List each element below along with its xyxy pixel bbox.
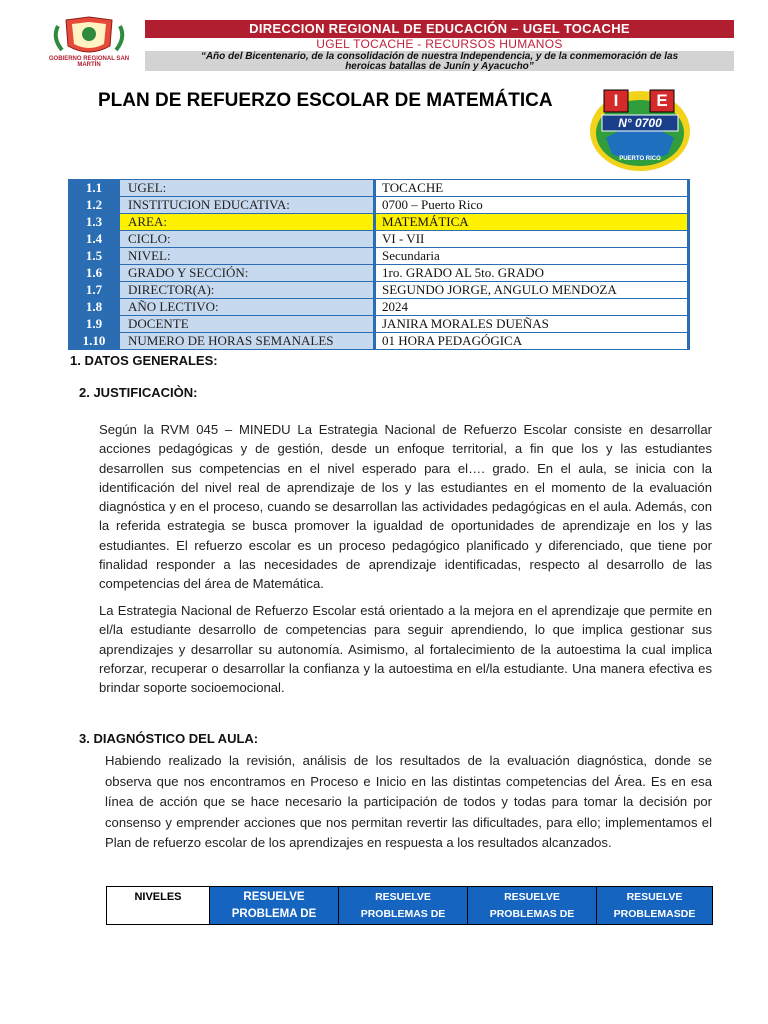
competency-header-3-a: RESUELVE bbox=[504, 891, 560, 903]
data-row bbox=[69, 248, 689, 265]
regional-government-logo bbox=[44, 16, 134, 70]
data-row bbox=[69, 180, 689, 197]
row-value: TOCACHE bbox=[375, 180, 689, 197]
row-label: INSTITUCION EDUCATIVA: bbox=[120, 197, 375, 214]
data-row bbox=[69, 282, 689, 299]
competency-header-4 bbox=[597, 887, 713, 925]
row-value: 2024 bbox=[375, 299, 689, 316]
niveles-header-label: NIVELES bbox=[134, 891, 182, 903]
row-number: 1.2 bbox=[69, 197, 120, 214]
section-datos-generales: 1. DATOS GENERALES: bbox=[70, 353, 218, 368]
data-row bbox=[69, 265, 689, 282]
competency-header-1-b: PROBLEMA DE bbox=[231, 908, 317, 920]
row-label: NIVEL: bbox=[120, 248, 375, 265]
row-value: JANIRA MORALES DUEÑAS bbox=[375, 316, 689, 333]
row-number: 1.3 bbox=[69, 214, 120, 231]
row-label: GRADO Y SECCIÓN: bbox=[120, 265, 375, 282]
header-motto bbox=[145, 51, 734, 71]
justificacion-paragraph-2: La Estrategia Nacional de Refuerzo Escolar está orientado a la mejora en el aprendizaje que permite en el/la estudiante desarrollo de competencias para seguir aprendiendo, lo que implica gestionar sus aprendizajes y desarrollar su autonomía. Asimismo, al fortalecimiento de la autoestima la cual implica reforzar, recuperar o desarrollar la confianza y la autoestima en el/la estudiante. Una manera efectiva es brindar soporte socioemocional. bbox=[99, 603, 712, 696]
competency-header-3 bbox=[468, 887, 597, 925]
row-number: 1.10 bbox=[69, 333, 120, 350]
header-subtitle: UGEL TOCACHE - RECURSOS HUMANOS bbox=[145, 38, 734, 51]
row-number: 1.8 bbox=[69, 299, 120, 316]
section-justificacion: 2. JUSTIFICACIÒN: bbox=[79, 385, 198, 400]
data-row bbox=[69, 299, 689, 316]
row-value: VI - VII bbox=[375, 231, 689, 248]
header-title-bar: DIRECCION REGIONAL DE EDUCACIÓN – UGEL TOCACHE bbox=[145, 20, 734, 38]
competency-header-2-b: PROBLEMAS DE bbox=[360, 908, 446, 920]
data-row bbox=[69, 197, 689, 214]
row-value: 1ro. GRADO AL 5to. GRADO bbox=[375, 265, 689, 282]
row-label: DOCENTE bbox=[120, 316, 375, 333]
row-number: 1.4 bbox=[69, 231, 120, 248]
competency-header-2-a: RESUELVE bbox=[375, 891, 431, 903]
school-logo bbox=[588, 86, 692, 172]
data-row bbox=[69, 316, 689, 333]
row-label: CICLO: bbox=[120, 231, 375, 248]
row-label: UGEL: bbox=[120, 180, 375, 197]
school-logo-number: N° 0700 bbox=[618, 116, 662, 130]
data-row bbox=[69, 214, 689, 231]
competency-header-1 bbox=[210, 887, 339, 925]
data-row bbox=[69, 231, 689, 248]
row-value: 0700 – Puerto Rico bbox=[375, 197, 689, 214]
section-diagnostico: 3. DIAGNÓSTICO DEL AULA: bbox=[79, 731, 259, 746]
row-label: AREA: bbox=[120, 214, 375, 231]
data-row bbox=[69, 333, 689, 350]
competency-header-4-a: RESUELVE bbox=[626, 891, 683, 903]
niveles-header bbox=[107, 887, 210, 925]
header-motto-line1: “Año del Bicentenario, de la consolidación de nuestra Independencia, y de la conmemoración de las bbox=[200, 51, 679, 62]
diagnostico-paragraph: Habiendo realizado la revisión, análisis de los resultados de la evaluación diagnóstica, donde se observa que nos encontramos en Proceso e Inicio en las distintas competencias del Área. Es en esa línea de acción que se hace necesario la participación de todos y todas para tomar la decisión por consenso y emprender acciones que nos permitan revertir las dificultades, para ello; implementamos el Plan de refuerzo escolar de los aprendizajes en respuesta a los resultados alcanzados. bbox=[105, 753, 712, 850]
niveles-header-row bbox=[107, 887, 713, 925]
competency-header-2 bbox=[339, 887, 468, 925]
header-motto-line2: heroicas batallas de Junín y Ayacucho” bbox=[345, 61, 534, 72]
row-label: DIRECTOR(A): bbox=[120, 282, 375, 299]
row-label: NUMERO DE HORAS SEMANALES bbox=[120, 333, 375, 350]
school-logo-letter-i: I bbox=[613, 91, 619, 110]
general-data-table bbox=[68, 179, 690, 350]
justificacion-paragraph-1: Según la RVM 045 – MINEDU La Estrategia Nacional de Refuerzo Escolar consiste en desarrollar acciones pedagógicas y de gestión, desde un enfoque territorial, a fin que los y las estudiantes desarrollen sus competencias en el nivel esperado para el…. grado. En el aula, se inicia con la identificación del nivel real de aprendizaje de los y las estudiantes en el momento de la evaluación diagnóstica y en el proceso, cuando se desarrollan las actividades pedagógicas en el aula. Además, con la referida estrategia se busca promover la igualdad de oportunidades de aprendizaje en los y las estudiantes. El refuerzo escolar es un proceso pedagógico planificado y diferenciado, que tiene por finalidad responder a las necesidades de aprendizaje identificadas, respecto al desarrollo de las competencias del área de Matemática. bbox=[99, 422, 712, 592]
niveles-table bbox=[106, 886, 713, 925]
document-title: PLAN DE REFUERZO ESCOLAR DE MATEMÁTICA bbox=[98, 90, 553, 111]
row-value: Secundaria bbox=[375, 248, 689, 265]
row-number: 1.9 bbox=[69, 316, 120, 333]
row-number: 1.5 bbox=[69, 248, 120, 265]
competency-header-4-b: PROBLEMASDE bbox=[613, 908, 696, 920]
school-logo-place: PUERTO RICO bbox=[619, 156, 661, 162]
row-value: 01 HORA PEDAGÓGICA bbox=[375, 333, 689, 350]
row-number: 1.6 bbox=[69, 265, 120, 282]
row-value: SEGUNDO JORGE, ANGULO MENDOZA bbox=[375, 282, 689, 299]
logo-text: GOBIERNO REGIONAL SAN MARTÍN bbox=[48, 56, 130, 68]
row-number: 1.1 bbox=[69, 180, 120, 197]
row-value: MATEMÁTICA bbox=[375, 214, 689, 231]
row-number: 1.7 bbox=[69, 282, 120, 299]
school-logo-letter-e: E bbox=[656, 91, 668, 110]
competency-header-1-a: RESUELVE bbox=[243, 891, 305, 903]
row-label: AÑO LECTIVO: bbox=[120, 299, 375, 316]
competency-header-3-b: PROBLEMAS DE bbox=[489, 908, 575, 920]
